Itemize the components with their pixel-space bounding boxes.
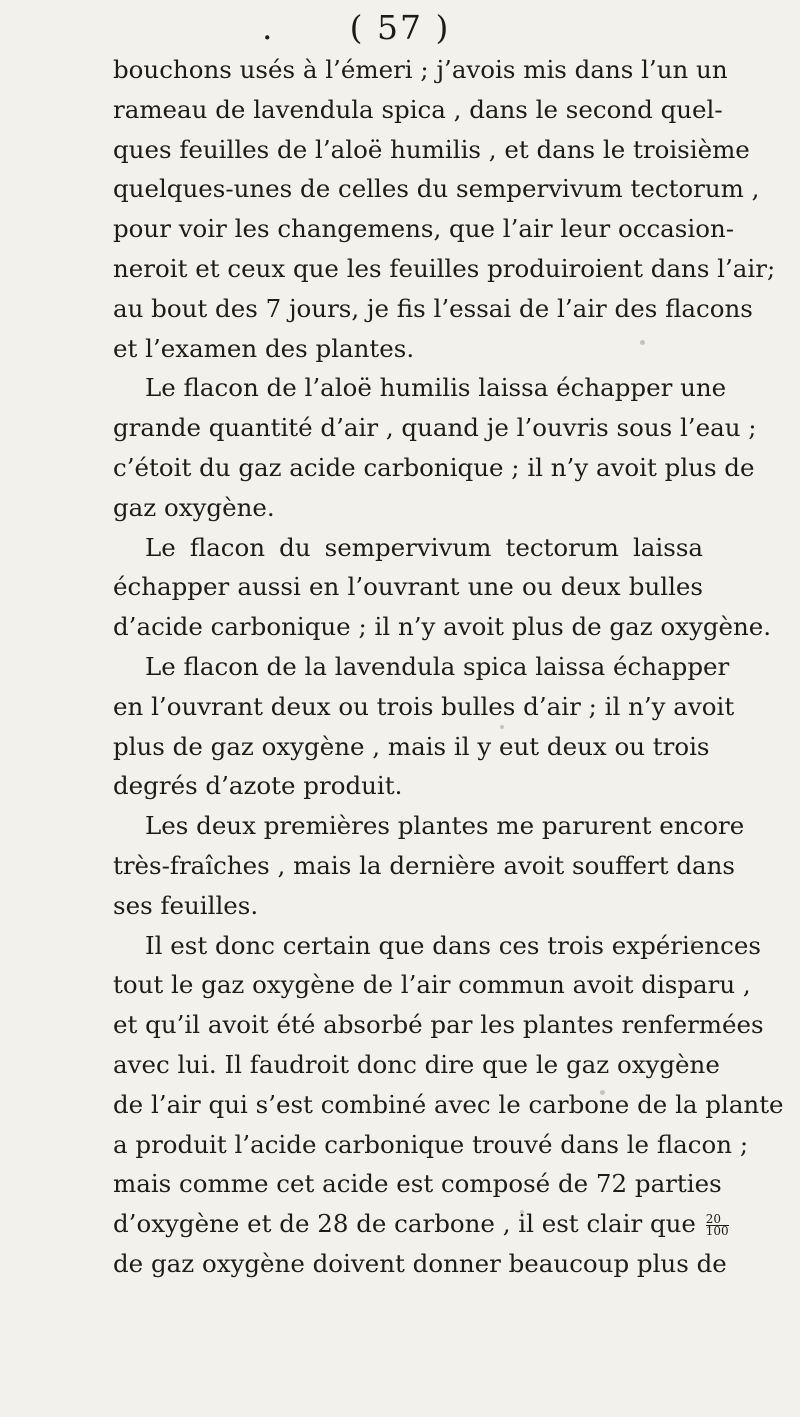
text-line: de l’air qui s’est combiné avec le carbone de la plante xyxy=(113,1089,784,1119)
text-line: Les deux premières plantes me parurent encore xyxy=(145,811,745,841)
page-number: ( 57 ) xyxy=(349,8,451,47)
fraction-numerator: 20 xyxy=(706,1214,729,1226)
text-line: c’étoit du gaz acide carbonique ; il n’y avoit plus de xyxy=(113,452,755,482)
paper-spot xyxy=(500,725,504,729)
text-line: ques feuilles de l’aloë humilis , et dans le troisième xyxy=(113,134,750,164)
text-line: a produit l’acide carbonique trouvé dans le flacon ; xyxy=(113,1129,749,1159)
text-line: de gaz oxygène doivent donner beaucoup plus de xyxy=(113,1248,727,1278)
text-line: Le flacon du sempervivum tectorum laissa xyxy=(145,532,703,562)
text-line: quelques-unes de celles du sempervivum tectorum , xyxy=(113,174,760,204)
text-line: rameau de lavendula spica , dans le second quel- xyxy=(113,94,723,124)
text-line: pour voir les changemens, que l’air leur occasion- xyxy=(113,214,735,244)
fraction xyxy=(706,1214,729,1237)
text-line: Le flacon de la lavendula spica laissa échapper xyxy=(145,651,730,681)
text-line: au bout des 7 jours, je fis l’essai de l’air des flacons xyxy=(113,293,753,323)
text-line: en l’ouvrant deux ou trois bulles d’air ; il n’y avoit xyxy=(113,691,735,721)
text-line: tout le gaz oxygène de l’air commun avoit disparu , xyxy=(113,970,751,1000)
body-text xyxy=(113,50,784,1284)
text-line: grande quantité d’air , quand je l’ouvris sous l’eau ; xyxy=(113,413,757,443)
text-line: d’acide carbonique ; il n’y avoit plus de gaz oxygène. xyxy=(113,612,772,642)
text-line: gaz oxygène. xyxy=(113,492,275,522)
text-line: degrés d’azote produit. xyxy=(113,771,403,801)
text-line-with-fraction xyxy=(113,1204,729,1244)
header-dot: . xyxy=(262,8,275,47)
text-line: très-fraîches , mais la dernière avoit souffert dans xyxy=(113,850,735,880)
page-header xyxy=(0,8,800,47)
text-line: bouchons usés à l’émeri ; j’avois mis dans l’un un xyxy=(113,55,728,84)
paper-spot xyxy=(520,1210,524,1214)
text-line: Il est donc certain que dans ces trois expériences xyxy=(145,930,761,960)
text-line: plus de gaz oxygène , mais il y eut deux ou trois xyxy=(113,731,710,761)
paper-spot xyxy=(690,940,694,944)
text-line: et l’examen des plantes. xyxy=(113,333,415,363)
text-line: ses feuilles. xyxy=(113,890,259,920)
text-line: échapper aussi en l’ouvrant une ou deux bulles xyxy=(113,572,703,602)
paper-spot xyxy=(640,340,645,345)
text-line: Le flacon de l’aloë humilis laissa échapper une xyxy=(145,373,727,403)
paper-spot xyxy=(600,1090,605,1095)
text-line: d’oxygène et de 28 de carbone , il est clair que xyxy=(113,1209,696,1239)
text-line: et qu’il avoit été absorbé par les plantes renfermées xyxy=(113,1010,764,1040)
text-line: avec lui. Il faudroit donc dire que le gaz oxygène xyxy=(113,1049,720,1079)
text-line: neroit et ceux que les feuilles produiroient dans l’air; xyxy=(113,253,776,283)
text-line: mais comme cet acide est composé de 72 parties xyxy=(113,1169,722,1199)
fraction-denominator: 100 xyxy=(705,1224,729,1239)
